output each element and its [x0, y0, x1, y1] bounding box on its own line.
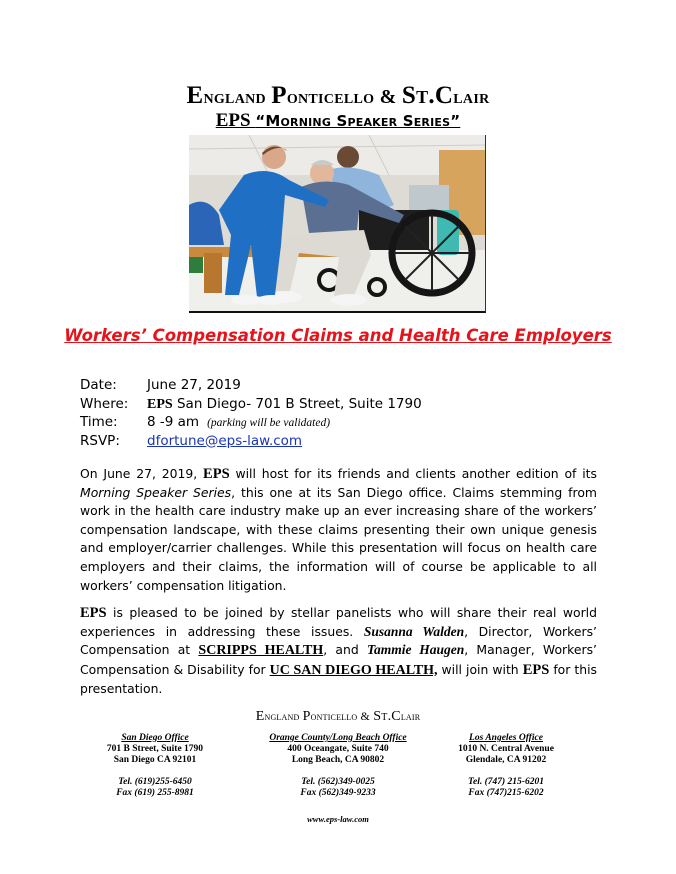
text-run: will join with — [437, 661, 523, 677]
firm-initial: St.C — [373, 709, 401, 724]
series-name: “Morning Speaker Series” — [255, 112, 461, 130]
text-run: will host for its friends and clients another edition of its — [229, 466, 597, 481]
time-range: 8 -9 am — [147, 414, 200, 430]
text-run: , Director, Workers’ Compensation at — [80, 623, 597, 658]
series-name-italic: Morning Speaker Series — [80, 484, 232, 500]
spacer — [406, 766, 606, 777]
office-city: Long Beach, CA 90802 — [291, 755, 385, 765]
office-city: Glendale, CA 91202 — [465, 755, 547, 765]
eps-abbrev: EPS — [203, 466, 230, 482]
date-label: Date: — [80, 377, 117, 393]
eps-abbrev: EPS — [522, 661, 550, 678]
firm-name-part: onticello & — [286, 86, 402, 108]
time-label: Time: — [80, 414, 118, 430]
date-value: June 27, 2019 — [147, 377, 241, 393]
firm-name-part: onticello & — [310, 709, 374, 723]
office-fax: Fax (747)215-6202 — [468, 788, 544, 798]
organization-name: SCRIPPS HEALTH — [198, 643, 324, 659]
office-address: 701 B Street, Suite 1790 — [106, 744, 204, 754]
office-name: Orange County/Long Beach Office — [269, 733, 407, 743]
firm-initial: E — [255, 709, 265, 724]
office-fax: Fax (562)349-9233 — [300, 788, 376, 798]
firm-name-part: ngland — [264, 709, 303, 723]
parking-note: (parking will be validated) — [207, 417, 331, 429]
firm-name-part: ngland — [203, 86, 272, 108]
text-run: , and — [323, 642, 367, 658]
photo-illustration — [189, 135, 485, 311]
firm-name-part: lair — [400, 709, 421, 723]
rsvp-email-link[interactable]: dfortune@eps-law.com — [147, 432, 303, 449]
office-los-angeles — [406, 733, 606, 799]
firm-initial: E — [186, 82, 204, 109]
where-label: Where: — [80, 395, 129, 412]
spacer — [55, 766, 255, 777]
event-title: Workers’ Compensation Claims and Health Care Employers — [64, 326, 612, 345]
firm-initial: P — [271, 82, 287, 109]
text-run: is pleased to be joined by stellar panelists who will share their real world experiences in addressing these issues. — [80, 605, 597, 639]
office-phone: Tel. (562)349-0025 — [301, 777, 375, 787]
organization-name: UC SAN DIEGO HEALTH, — [269, 662, 438, 678]
intro-paragraph — [80, 465, 597, 595]
rsvp-label: RSVP: — [80, 432, 120, 449]
website-link[interactable]: www.eps-law.com — [307, 814, 369, 824]
office-name: Los Angeles Office — [469, 733, 543, 743]
panelist-name: Tammie Haugen — [367, 642, 465, 658]
text-run: , Manager, Workers’ Compensation & Disability for — [80, 642, 597, 677]
office-city: San Diego CA 92101 — [113, 755, 197, 765]
office-san-diego — [55, 733, 255, 799]
office-phone: Tel. (619)255-6450 — [118, 777, 192, 787]
firm-initial: St.C — [401, 82, 454, 109]
panelist-name: Susanna Walden — [363, 623, 465, 639]
where-address: San Diego- 701 B Street, Suite 1790 — [172, 395, 422, 412]
time-value — [147, 414, 330, 430]
firm-initial: P — [302, 709, 311, 724]
eps-abbrev: EPS — [80, 605, 107, 621]
series-title — [0, 110, 676, 132]
panelists-paragraph — [80, 604, 597, 699]
office-address: 1010 N. Central Avenue — [458, 744, 554, 754]
where-value — [147, 396, 422, 413]
firm-name-heading — [0, 82, 676, 110]
text-run: for this presentation. — [80, 661, 597, 697]
office-fax: Fax (619) 255-8981 — [116, 788, 194, 798]
office-name: San Diego Office — [121, 733, 189, 743]
eps-abbrev: EPS — [147, 396, 173, 412]
event-photo — [189, 135, 486, 313]
text-run: On June 27, 2019, — [80, 466, 204, 481]
office-address: 400 Oceangate, Suite 740 — [287, 744, 389, 754]
office-phone: Tel. (747) 215-6201 — [468, 777, 544, 787]
footer-firm-name — [0, 709, 676, 725]
series-prefix: EPS — [215, 110, 256, 131]
text-run: , this one at its San Diego office. Claims stemming from work in the health care industry make up an ever increasing share of the workers’ compensation landscape, with these claims presenting their own unique genesis and employer/carrier challenges. While this presentation will focus on health care employers and their claims, the information will of course be applicable to all workers’ compensation litigation. — [80, 484, 597, 593]
firm-name-part: lair — [453, 86, 490, 108]
